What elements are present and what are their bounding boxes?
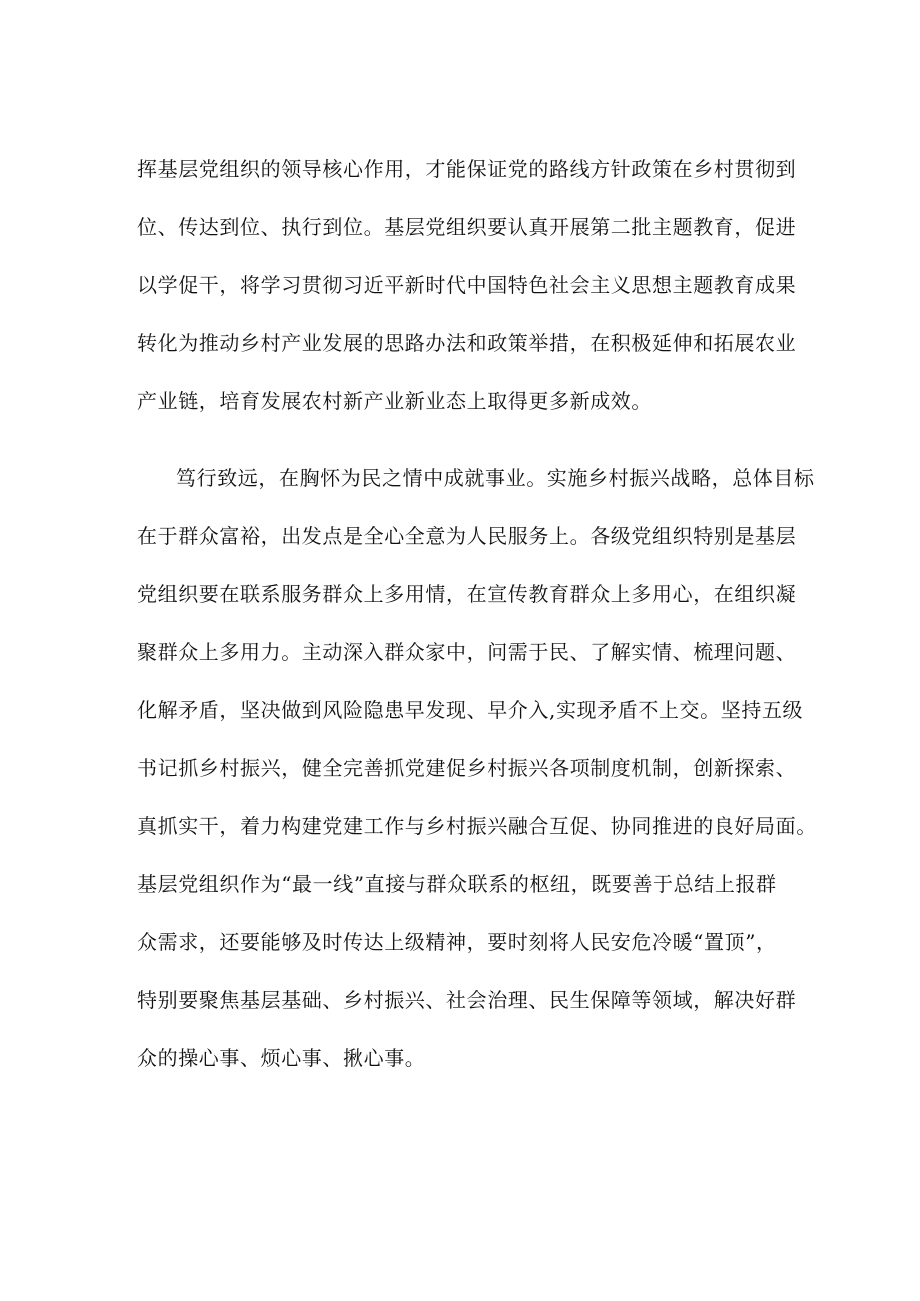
paragraph-line: 笃行致远，在胸怀为民之情中成就事业。实施乡村振兴战略，总体目标	[176, 466, 815, 490]
paragraph-line: 位、传达到位、执行到位。基层党组织要认真开展第二批主题教育，促进	[137, 215, 797, 239]
paragraph-line: 真抓实干，着力构建党建工作与乡村振兴融合互促、协同推进的良好局面。	[137, 814, 817, 838]
paragraph-line: 在于群众富裕，出发点是全心全意为人民服务上。各级党组织特别是基层	[137, 524, 797, 548]
paragraph-line: 众的操心事、烦心事、揪心事。	[137, 1046, 426, 1070]
paragraph-line: 转化为推动乡村产业发展的思路办法和政策举措，在积极延伸和拓展农业	[137, 331, 797, 355]
paragraph-line: 聚群众上多用力。主动深入群众家中，问需于民、了解实情、梳理问题、	[137, 640, 797, 664]
paragraph-line: 书记抓乡村振兴，健全完善抓党建促乡村振兴各项制度机制，创新探索、	[137, 756, 797, 780]
paragraph-line: 以学促干，将学习贯彻习近平新时代中国特色社会主义思想主题教育成果	[137, 273, 797, 297]
paragraph-line: 挥基层党组织的领导核心作用，才能保证党的路线方针政策在乡村贯彻到	[137, 157, 797, 181]
paragraph-line: 化解矛盾，坚决做到风险隐患早发现、早介入,实现矛盾不上交。坚持五级	[137, 698, 804, 722]
paragraph-line: 基层党组织作为“最一线”直接与群众联系的枢纽，既要善于总结上报群	[137, 872, 777, 896]
paragraph-line: 特别要聚焦基层基础、乡村振兴、社会治理、民生保障等领域，解决好群	[137, 988, 797, 1012]
paragraph-line: 产业链，培育发展农村新产业新业态上取得更多新成效。	[137, 389, 652, 413]
paragraph-line: 党组织要在联系服务群众上多用情，在宣传教育群众上多用心，在组织凝	[137, 582, 797, 606]
paragraph-line: 众需求，还要能够及时传达上级精神，要时刻将人民安危冷暖“置顶”，	[137, 930, 777, 954]
